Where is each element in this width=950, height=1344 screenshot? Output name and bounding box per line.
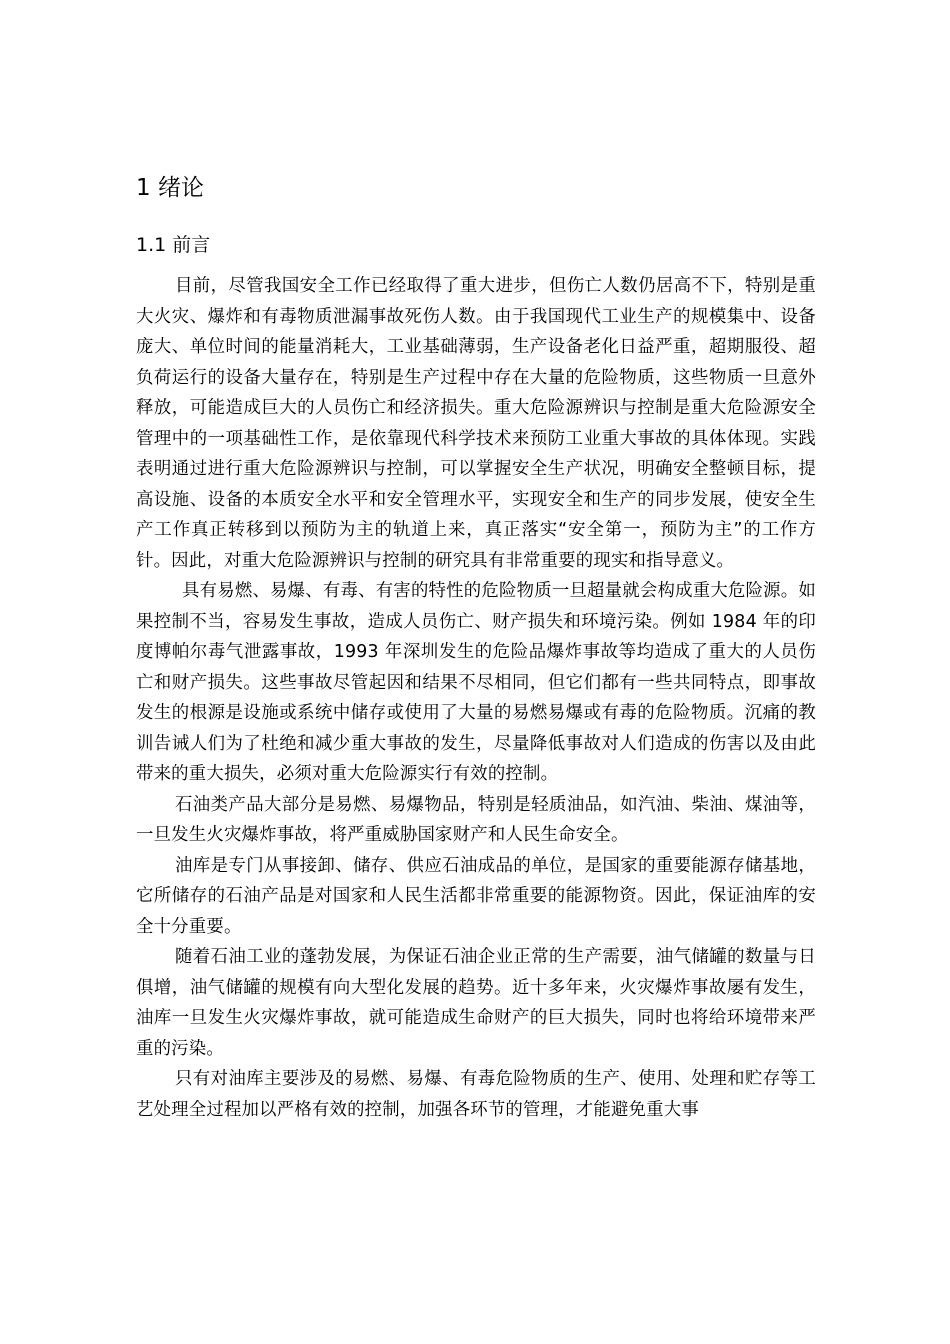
paragraph: 随着石油工业的蓬勃发展，为保证石油企业正常的生产需要，油气储罐的数量与日俱增，油气储罐的规模有向大型化发展的趋势。近十多年来，火灾爆炸事故屡有发生，油库一旦发生火灾爆炸事故，就可能造成生命财产的巨大损失，同时也将给环境带来严重的污染。 <box>136 947 816 1059</box>
paragraph: 目前，尽管我国安全工作已经取得了重大进步，但伤亡人数仍居高不下，特别是重大火灾、爆炸和有毒物质泄漏事故死伤人数。由于我国现代工业生产的规模集中、设备庞大、单位时间的能量消耗大，工业基础薄弱，生产设备老化日益严重，超期服役、超负荷运行的设备大量存在，特别是生产过程中存在大量的危险物质，这些物质一旦意外释放，可能造成巨大的人员伤亡和经济损失。重大危险源辨识与控制是重大危险源安全管理中的一项基础性工作，是依靠现代科学技术来预防工业重大事故的具体体现。实践表明通过进行重大危险源辨识与控制，可以掌握安全生产状况，明确安全整顿目标，提高设施、设备的本质安全水平和安全管理水平，实现安全和生产的同步发展，使安全生产工作真正转移到以预防为主的轨道上来，真正落实“安全第一，预防为主”的工作方针。因此，对重大危险源辨识与控制的研究具有非常重要的现实和指导意义。 <box>136 276 816 571</box>
paragraph: 油库是专门从事接卸、储存、供应石油成品的单位，是国家的重要能源存储基地，它所储存的石油产品是对国家和人民生活都非常重要的能源物资。因此，保证油库的安全十分重要。 <box>136 855 816 937</box>
paragraph: 只有对油库主要涉及的易燃、易爆、有毒危险物质的生产、使用、处理和贮存等工艺处理全过程加以严格有效的控制，加强各环节的管理，才能避免重大事 <box>136 1069 816 1120</box>
paragraph: 石油类产品大部分是易燃、易爆物品，特别是轻质油品，如汽油、柴油、煤油等，一旦发生火灾爆炸事故，将严重威胁国家财产和人民生命安全。 <box>136 794 816 845</box>
paragraph: 具有易燃、易爆、有毒、有害的特性的危险物质一旦超量就会构成重大危险源。如果控制不当，容易发生事故，造成人员伤亡、财产损失和环境污染。例如 1984 年的印度博帕尔毒气泄露事故，1993 年深圳发生的危险品爆炸事故等均造成了重大的人员伤亡和财产损失。这些事故尽管起因和结果不尽相同，但它们都有一些共同特点，即事故发生的根源是设施或系统中储存或使用了大量的易燃易爆或有毒的危险物质。沉痛的教训告诫人们为了杜绝和减少重大事故的发生，尽量降低事故对人们造成的伤害以及由此带来的重大损失，必须对重大危险源实行有效的控制。 <box>136 581 816 784</box>
chapter-title: 1 绪论 <box>136 175 204 201</box>
body-text <box>136 271 816 1125</box>
section-title: 1.1 前言 <box>136 234 211 256</box>
